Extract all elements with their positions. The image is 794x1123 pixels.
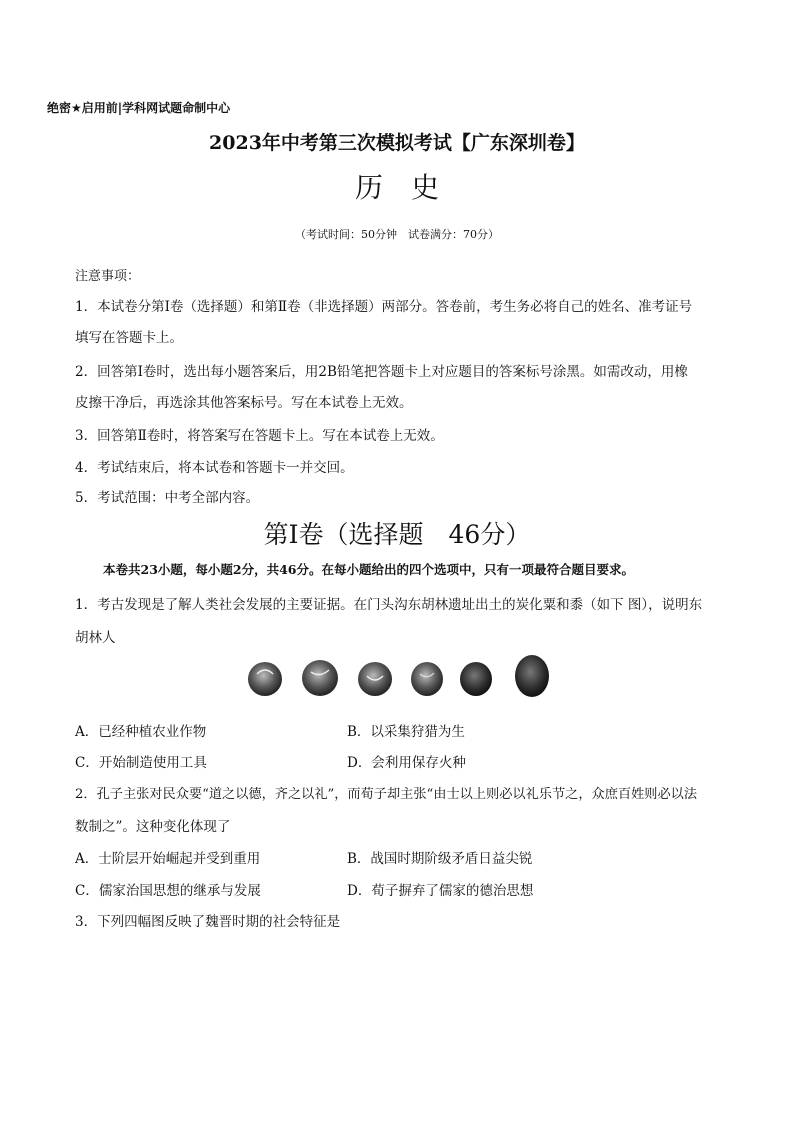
notice-line: 填写在答题卡上。 [75, 330, 183, 346]
question-2-option-a: A．士阶层开始崛起并受到重用 [75, 851, 261, 867]
section-instruction: 本卷共23小题，每小题2分，共46分。在每小题给出的四个选项中，只有一项最符合题目要求。 [103, 562, 634, 577]
notice-line: 4．考试结束后，将本试卷和答题卡一并交回。 [75, 460, 354, 476]
question-1-option-c: C．开始制造使用工具 [75, 755, 207, 771]
question-1-option-b: B．以采集狩猎为生 [347, 724, 465, 740]
notice-line: 3．回答第Ⅱ卷时，将答案写在答题卡上。写在本试卷上无效。 [75, 428, 444, 444]
notice-line: 5．考试范围：中考全部内容。 [75, 490, 260, 506]
notice-line: 皮擦干净后，再选涂其他答案标号。写在本试卷上无效。 [75, 395, 413, 411]
exam-meta: （考试时间：50分钟 试卷满分：70分） [295, 228, 499, 241]
question-2-stem: 2．孔子主张对民众要“道之以德，齐之以礼”，而荀子却主张“由士以上则必以礼乐节之，众庶百姓则必以法 [75, 787, 698, 802]
section-title: 第Ⅰ卷（选择题 46分） [263, 520, 531, 549]
question-1-option-a: A．已经种植农业作物 [75, 724, 207, 740]
question-2-stem-cont: 数制之”。这种变化体现了 [75, 819, 231, 835]
subject-title: 历史 [354, 171, 467, 204]
notice-line: 1．本试卷分第Ⅰ卷（选择题）和第Ⅱ卷（非选择题）两部分。答卷前，考生务必将自己的姓名、准考证号 [75, 299, 693, 315]
notice-line: 2．回答第Ⅰ卷时，选出每小题答案后，用2B铅笔把答题卡上对应题目的答案标号涂黑。如需改动，用橡 [75, 364, 688, 380]
question-1-stem: 1．考古发现是了解人类社会发展的主要证据。在门头沟东胡林遗址出土的炭化粟和黍（如下 图），说明东 [75, 597, 703, 613]
carbonized-millet-image [245, 652, 565, 702]
question-2-option-d: D．荀子摒弃了儒家的德治思想 [347, 883, 534, 899]
question-1-option-d: D．会利用保存火种 [347, 755, 466, 771]
question-3-stem: 3．下列四幅图反映了魏晋时期的社会特征是 [75, 914, 341, 930]
notice-heading: 注意事项： [75, 269, 141, 284]
question-1-stem-cont: 胡林人 [75, 630, 116, 646]
question-2-option-b: B．战国时期阶级矛盾日益尖锐 [347, 851, 533, 867]
question-2-option-c: C．儒家治国思想的继承与发展 [75, 883, 261, 899]
exam-title: 2023年中考第三次模拟考试【广东深圳卷】 [209, 132, 585, 154]
confidential-label: 绝密★启用前|学科网试题命制中心 [47, 101, 231, 115]
